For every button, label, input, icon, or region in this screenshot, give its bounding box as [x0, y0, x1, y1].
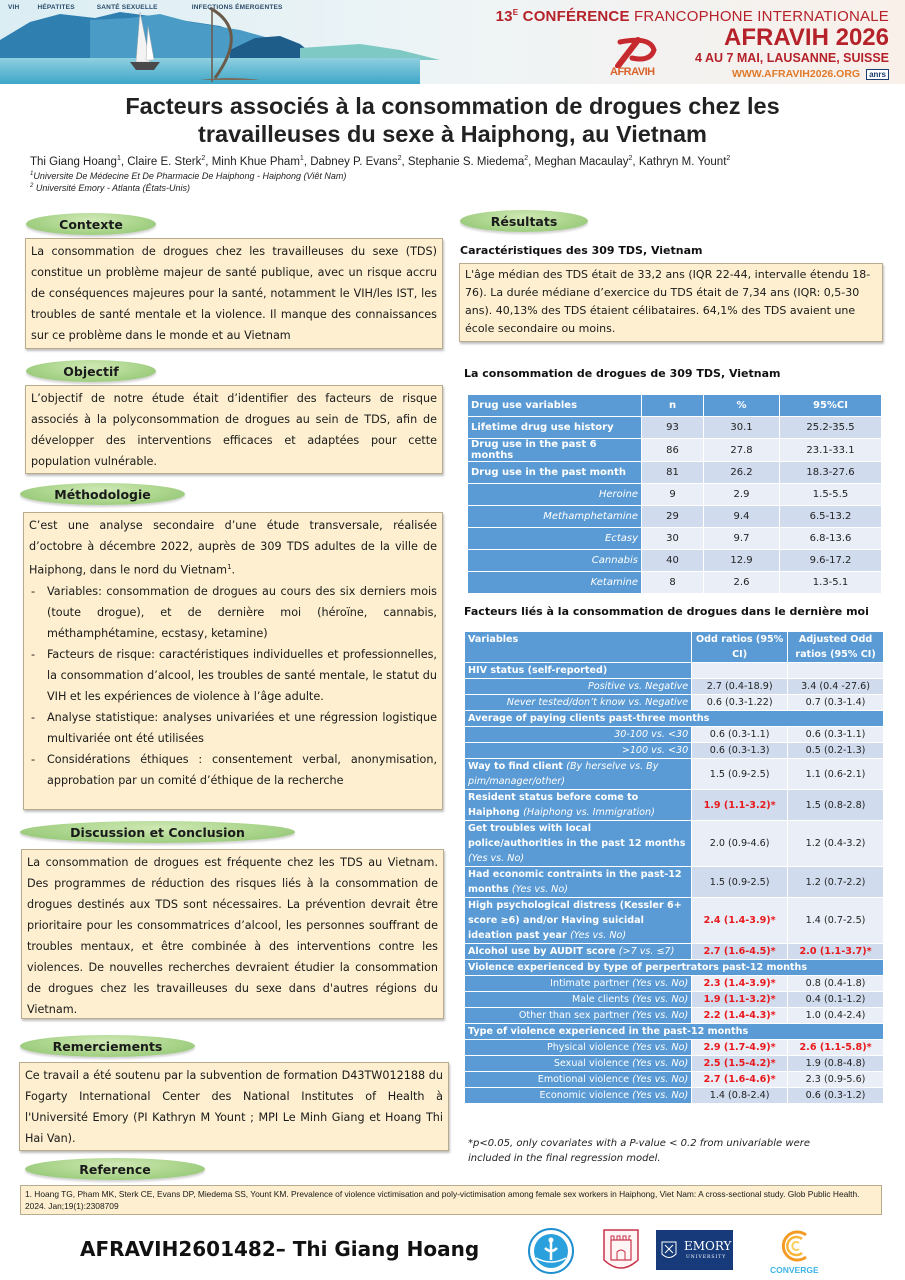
characteristics-text: L'âge médian des TDS était de 33,2 ans (IQR 22-44, intervalle étendu 18-76). La durée médiane d’exercice du TDS était de 7,34 ans (IQR: 0,5-30 ans). 40,13% des TDS étaient célibataires. 64,1% des TDS avaient une école secondaire ou moins.: [465, 268, 871, 335]
factor-variable-label: Physical violence (Yes vs. No): [465, 1040, 692, 1056]
factor-cell-aor: 0.8 (0.4-1.8): [788, 976, 884, 992]
factor-group-heading: Violence experienced by type of perpertrators past-12 months: [465, 960, 884, 976]
factors-table-row: [465, 743, 884, 759]
factor-cell-or: 2.7 (0.4-18.9): [692, 679, 788, 695]
factor-variable-label: Get troubles with local police/authorities in the past 12 months (Yes vs. No): [465, 821, 692, 867]
factor-cell-or: 1.4 (0.8-2.4): [692, 1088, 788, 1104]
author-affiliation-number: 2: [397, 155, 402, 162]
objectif-box: [25, 385, 443, 474]
drug-table-row: [468, 462, 882, 484]
drug-cell-ci: 1.3-5.1: [780, 572, 882, 594]
contexte-box: [25, 238, 443, 349]
factor-cell-aor: 2.6 (1.1-5.8)*: [788, 1040, 884, 1056]
factor-cell-aor: 1.9 (0.8-4.8): [788, 1056, 884, 1072]
drug-cell-pct: 27.8: [704, 439, 780, 462]
factors-table-row: [465, 992, 884, 1008]
factor-comparison-note: (Yes vs. No): [632, 1010, 689, 1021]
methodologie-bullet: - Considérations éthiques : consentement verbal, anonymisation, approbation par un comité d’éthique de la recherche: [29, 749, 437, 791]
drug-cell-ci: 1.5-5.5: [780, 484, 882, 506]
methodologie-intro: C’est une analyse secondaire d’une étude transversale, réalisée d’octobre à décembre 2022, auprès de 309 TDS adultes de la ville de Haiphong, dans le nord du Vietnam$^1$.: [29, 519, 437, 577]
hanoi-university-logo: [602, 1226, 640, 1276]
factor-cell-or: [692, 663, 788, 679]
factor-cell-or: 2.5 (1.5-4.2)*: [692, 1056, 788, 1072]
objectif-text: L’objectif de notre étude était d’identifier des facteurs de risque associés à la polyconsommation de drogues au sein de TDS, afin de développer des interventions efficaces et adaptées pour cette population vulnérable.: [31, 392, 437, 468]
drug-table-row: [468, 572, 882, 594]
affiliation-2: $^2$ Université Emory - Atlanta (États-Unis): [30, 183, 191, 193]
col-header-pct: %: [704, 395, 780, 417]
factor-comparison-note: (Yes vs. No): [570, 930, 627, 941]
col-header-ci: 95%CI: [780, 395, 882, 417]
author-name: Dabney P. Evans: [310, 155, 398, 168]
methodologie-bullet: - Facteurs de risque: caractéristiques individuelles et professionnelles, la consommation d’alcool, les troubles de santé mentale, le statut du VIH et les expériences de violence à l’âge adulte.: [29, 644, 437, 707]
event-dates-location: 4 AU 7 MAI, LAUSANNE, SUISSE: [694, 51, 889, 65]
factor-variable-label: High psychological distress (Kessler 6+ score ≥6) and/or Having suicidal ideation past year (Yes vs. No): [465, 898, 692, 944]
factor-cell-or: 2.2 (1.4-4.3)*: [692, 1008, 788, 1024]
factor-cell-aor: 1.2 (0.7-2.2): [788, 867, 884, 898]
factor-variable-label: Way to find client (By herselve vs. By pim/manager/other): [465, 759, 692, 790]
factor-comparison-note: (Yes vs. No): [632, 1042, 689, 1053]
section-header-discussion: Discussion et Conclusion: [20, 821, 295, 843]
col-header-variable: Drug use variables: [468, 395, 642, 417]
factors-table-row: [465, 1056, 884, 1072]
conference-title: $13^E$ CONFÉRENCE FRANCOPHONE INTERNATIONALE: [495, 8, 889, 25]
factor-cell-aor: 1.2 (0.4-3.2): [788, 821, 884, 867]
drug-cell-pct: 2.9: [704, 484, 780, 506]
factor-comparison-note: (By herselve vs. By pim/manager/other): [468, 761, 659, 787]
contexte-text: La consommation de drogues chez les travailleuses du sexe (TDS) constitue un problème majeur de santé publique, avec un risque accru de conséquences majeures pour la santé, notamment le VIH/les IST, les troubles de santé mentale et la violence. Il manque des connaissances sur ce problème dans le monde et au Vietnam: [31, 245, 437, 342]
factors-table-row: [465, 790, 884, 821]
drug-cell-n: 86: [642, 439, 704, 462]
drug-cell-ci: 18.3-27.6: [780, 462, 882, 484]
drug-variable-label: Lifetime drug use history: [468, 417, 642, 439]
author-affiliation-number: 2: [628, 155, 633, 162]
factor-variable-label: Positive vs. Negative: [465, 679, 692, 695]
drug-cell-n: 30: [642, 528, 704, 550]
author-affiliation-number: 2: [726, 155, 731, 162]
factor-cell-aor: 1.4 (0.7-2.5): [788, 898, 884, 944]
factor-variable-label: Resident status before come to Haiphong (Haiphong vs. Immigration): [465, 790, 692, 821]
factor-cell-or: 2.7 (1.6-4.5)*: [692, 944, 788, 960]
discussion-text: La consommation de drogues est fréquente chez les TDS au Vietnam. Des programmes de réduction des risques liés à la consommation de drogues destinés aux TDS sont nécessaires. La prévention devrait être prioritaire pour les consommatrices d’alcool, les personnes souffrant de troubles mentaux, et être combinée à des interventions contre les violences. De nouvelles recherches devraient étudier la consommation de drogues chez les travailleuses du sexe dans d'autres régions du Vietnam.: [27, 856, 438, 1016]
drug-cell-pct: 9.4: [704, 506, 780, 528]
author-affiliation-number: 1: [116, 155, 121, 162]
drug-table-row: [468, 506, 882, 528]
factor-cell-or: 1.9 (1.1-3.2)*: [692, 992, 788, 1008]
col-header-n: n: [642, 395, 704, 417]
methodologie-bullet: - Variables: consommation de drogues au cours des six derniers mois (toute drogue), et de dernière moi (héroïne, cannabis, méthamphétamine, ecstasy, ketamine): [29, 581, 437, 644]
anrs-logo: anrs: [866, 69, 889, 80]
drug-cell-pct: 2.6: [704, 572, 780, 594]
author-name: Minh Khue Pham: [211, 155, 300, 168]
author-affiliation-number: 2: [201, 155, 206, 162]
author-affiliation-number: 1: [299, 155, 304, 162]
section-header-remerciements: Remerciements: [20, 1035, 195, 1057]
event-name: AFRAVIH 2026: [724, 24, 889, 51]
author-name: Kathryn M. Yount: [638, 155, 727, 168]
factor-cell-or: 0.6 (0.3-1.3): [692, 743, 788, 759]
drug-cell-pct: 12.9: [704, 550, 780, 572]
factor-comparison-note: (Yes vs. No): [632, 1058, 689, 1069]
factor-variable-label: HIV status (self-reported): [465, 663, 692, 679]
factor-variable-label: 30-100 vs. <30: [465, 727, 692, 743]
section-header-resultats: Résultats: [460, 210, 588, 232]
factor-cell-or: 1.5 (0.9-2.5): [692, 867, 788, 898]
banner-topics: [8, 4, 283, 11]
factor-cell-aor: 0.7 (0.3-1.4): [788, 695, 884, 711]
topic-infections-emergentes: INFECTIONS ÉMERGENTES: [191, 4, 283, 11]
conference-banner: [0, 0, 905, 84]
drug-cell-ci: 25.2-35.5: [780, 417, 882, 439]
reference-box: [20, 1185, 882, 1215]
col-header-variables: Variables: [465, 632, 692, 663]
factor-cell-or: 2.3 (1.4-3.9)*: [692, 976, 788, 992]
drug-cell-pct: 30.1: [704, 417, 780, 439]
factors-table-row: [465, 960, 884, 976]
author-name: Thi Giang Hoang: [30, 155, 117, 168]
drug-use-table: [467, 394, 882, 594]
factor-cell-aor: [788, 663, 884, 679]
factor-cell-aor: 3.4 (0.4 -27.6): [788, 679, 884, 695]
author-name: Claire E. Sterk: [127, 155, 202, 168]
drug-table-row: [468, 417, 882, 439]
remerciements-text: Ce travail a été soutenu par la subvention de formation D43TW012188 du Fogarty International Center des National Institutes of Health à l'Université Emory (PI Kathryn M Yount ; MPI Le Minh Giang et Hoang Thi Hai Van).: [25, 1069, 443, 1145]
col-header-or: Odd ratios (95% CI): [692, 632, 788, 663]
factors-table-row: [465, 1072, 884, 1088]
factors-table-row: [465, 727, 884, 743]
factors-table-row: [465, 1008, 884, 1024]
factor-cell-aor: 2.3 (0.9-5.6): [788, 1072, 884, 1088]
factor-cell-or: 2.9 (1.7-4.9)*: [692, 1040, 788, 1056]
drug-variable-label: Drug use in the past 6 months: [468, 439, 642, 462]
factor-comparison-note: (Yes vs. No): [632, 1074, 689, 1085]
drug-cell-n: 8: [642, 572, 704, 594]
factor-cell-aor: 2.0 (1.1-3.7)*: [788, 944, 884, 960]
factor-cell-or: 0.6 (0.3-1.1): [692, 727, 788, 743]
factors-table-row: [465, 663, 884, 679]
poster-id: AFRAVIH2601482– Thi Giang Hoang: [80, 1237, 480, 1261]
drug-table-header-row: [468, 395, 882, 417]
section-header-reference: Reference: [25, 1158, 205, 1180]
factors-table-heading: Facteurs liés à la consommation de drogues dans le dernière moi: [464, 605, 869, 618]
drug-variable-label: Heroine: [468, 484, 642, 506]
factor-cell-aor: 0.6 (0.3-1.2): [788, 1088, 884, 1104]
factors-table-row: [465, 944, 884, 960]
drug-cell-pct: 9.7: [704, 528, 780, 550]
affiliation-1: $^1$Universite De Médecine Et De Pharmacie De Haiphong - Haiphong (Viêt Nam): [30, 171, 347, 181]
factor-variable-label: Intimate partner (Yes vs. No): [465, 976, 692, 992]
factor-comparison-note: (Yes vs. No): [632, 1090, 689, 1101]
factor-group-heading: Average of paying clients past-three months: [465, 711, 884, 727]
factor-variable-label: >100 vs. <30: [465, 743, 692, 759]
factor-variable-label: Had economic contraints in the past-12 months (Yes vs. No): [465, 867, 692, 898]
drug-cell-n: 9: [642, 484, 704, 506]
factor-variable-label: Never tested/don’t know vs. Negative: [465, 695, 692, 711]
methodologie-box: [23, 512, 443, 810]
factors-table-row: [465, 976, 884, 992]
drug-cell-n: 93: [642, 417, 704, 439]
col-header-aor: Adjusted Odd ratios (95% CI): [788, 632, 884, 663]
drug-cell-n: 81: [642, 462, 704, 484]
section-header-contexte: Contexte: [26, 213, 156, 235]
drug-table-row: [468, 484, 882, 506]
poster-title: Facteurs associés à la consommation de drogues chez les travailleuses du sexe à Haiphong, au Vietnam: [125, 93, 780, 147]
factor-variable-label: Other than sex partner (Yes vs. No): [465, 1008, 692, 1024]
factor-variable-label: Alcohol use by AUDIT score (>7 vs. ≤7): [465, 944, 692, 960]
factors-table-row: [465, 695, 884, 711]
author-affiliation-number: 2: [524, 155, 529, 162]
factor-cell-aor: 0.5 (0.2-1.3): [788, 743, 884, 759]
factors-table-row: [465, 867, 884, 898]
factors-table-row: [465, 711, 884, 727]
characteristics-box: [459, 263, 883, 342]
factors-table-row: [465, 1040, 884, 1056]
emory-logo: EMORY UNIVERSITY: [656, 1230, 733, 1270]
factors-table-header-row: [465, 632, 884, 663]
drug-cell-ci: 6.5-13.2: [780, 506, 882, 528]
factors-table-row: [465, 1088, 884, 1104]
drug-cell-pct: 26.2: [704, 462, 780, 484]
topic-sante-sexuelle: SANTÉ SEXUELLE: [96, 4, 158, 11]
drug-table-row: [468, 550, 882, 572]
event-website[interactable]: WWW.AFRAVIH2026.ORG anrs: [496, 68, 889, 80]
afravih-logo: AFRAVIH: [610, 36, 660, 78]
remerciements-box: [19, 1062, 449, 1151]
factor-cell-or: 0.6 (0.3-1.22): [692, 695, 788, 711]
drug-cell-n: 29: [642, 506, 704, 528]
factor-cell-or: 1.9 (1.1-3.2)*: [692, 790, 788, 821]
drug-cell-ci: 6.8-13.6: [780, 528, 882, 550]
methodologie-bullet: - Analyse statistique: analyses univariées et une régression logistique multivariée ont été utilisées: [29, 707, 437, 749]
drug-variable-label: Methamphetamine: [468, 506, 642, 528]
factors-table-row: [465, 1024, 884, 1040]
factors-table-row: [465, 679, 884, 695]
author-name: Meghan Macaulay: [534, 155, 629, 168]
factor-cell-aor: 1.1 (0.6-2.1): [788, 759, 884, 790]
topic-hepatites: HÉPATITES: [37, 4, 75, 11]
factor-comparison-note: (Yes vs. No): [468, 853, 525, 864]
factor-cell-or: 2.7 (1.6-4.6)*: [692, 1072, 788, 1088]
factors-table-row: [465, 759, 884, 790]
drug-table-row: [468, 528, 882, 550]
drug-cell-ci: 23.1-33.1: [780, 439, 882, 462]
factor-cell-aor: 1.0 (0.4-2.4): [788, 1008, 884, 1024]
haiphong-university-logo: [528, 1228, 574, 1274]
author-name: Stephanie S. Miedema: [407, 155, 525, 168]
drug-cell-ci: 9.6-17.2: [780, 550, 882, 572]
table-footnote: *p<0.05, only covariates with a P-value < 0.2 from univariable were included in the final regression model.: [468, 1138, 810, 1164]
conference-info: [496, 8, 889, 80]
methodologie-bullets: [29, 581, 437, 791]
factor-comparison-note: (>7 vs. ≤7): [618, 946, 675, 957]
factor-variable-label: Economic violence (Yes vs. No): [465, 1088, 692, 1104]
reference-text: 1. Hoang TG, Pham MK, Sterk CE, Evans DP, Miedema SS, Yount KM. Prevalence of violence victimisation and poly-victimisation among female sex workers in Haiphong, Viet Nam: A cross-sectional study. Glob Public Health. 2024. Jan;19(1):2308709: [25, 1189, 860, 1211]
factor-cell-or: 2.0 (0.9-4.6): [692, 821, 788, 867]
factor-cell-or: 2.4 (1.4-3.9)*: [692, 898, 788, 944]
drug-variable-label: Ketamine: [468, 572, 642, 594]
factor-variable-label: Sexual violence (Yes vs. No): [465, 1056, 692, 1072]
section-header-methodologie: Méthodologie: [20, 483, 185, 505]
characteristics-heading: Caractéristiques des 309 TDS, Vietnam: [460, 244, 703, 257]
factors-table-row: [465, 821, 884, 867]
author-list: Thi Giang Hoang$^1$, Claire E. Sterk$^2$, Minh Khue Pham$^1$, Dabney P. Evans$^2$, Stephanie S. Miedema$^2$, Meghan Macaulay$^2$, Kathryn M. Yount$^2$: [30, 155, 731, 168]
drug-cell-n: 40: [642, 550, 704, 572]
factor-cell-aor: 1.5 (0.8-2.8): [788, 790, 884, 821]
discussion-box: [21, 849, 444, 1019]
factor-comparison-note: (Yes vs. No): [632, 978, 689, 989]
drug-variable-label: Drug use in the past month: [468, 462, 642, 484]
factor-cell-aor: 0.4 (0.1-1.2): [788, 992, 884, 1008]
factor-variable-label: Emotional violence (Yes vs. No): [465, 1072, 692, 1088]
factor-comparison-note: (Haiphong vs. Immigration): [523, 807, 655, 818]
factors-table-row: [465, 898, 884, 944]
factor-group-heading: Type of violence experienced in the past-12 months: [465, 1024, 884, 1040]
factor-comparison-note: (Yes vs. No): [632, 994, 689, 1005]
factor-cell-aor: 0.6 (0.3-1.1): [788, 727, 884, 743]
topic-vih: VIH: [8, 4, 20, 11]
converge-logo: CONVERGE: [770, 1225, 820, 1277]
drug-variable-label: Ectasy: [468, 528, 642, 550]
factors-table: [464, 631, 884, 1104]
section-header-objectif: Objectif: [26, 360, 156, 382]
drug-table-row: [468, 439, 882, 462]
drug-table-heading: La consommation de drogues de 309 TDS, Vietnam: [464, 367, 781, 380]
factor-cell-or: 1.5 (0.9-2.5): [692, 759, 788, 790]
drug-variable-label: Cannabis: [468, 550, 642, 572]
factor-comparison-note: (Yes vs. No): [511, 884, 568, 895]
factor-variable-label: Male clients (Yes vs. No): [465, 992, 692, 1008]
